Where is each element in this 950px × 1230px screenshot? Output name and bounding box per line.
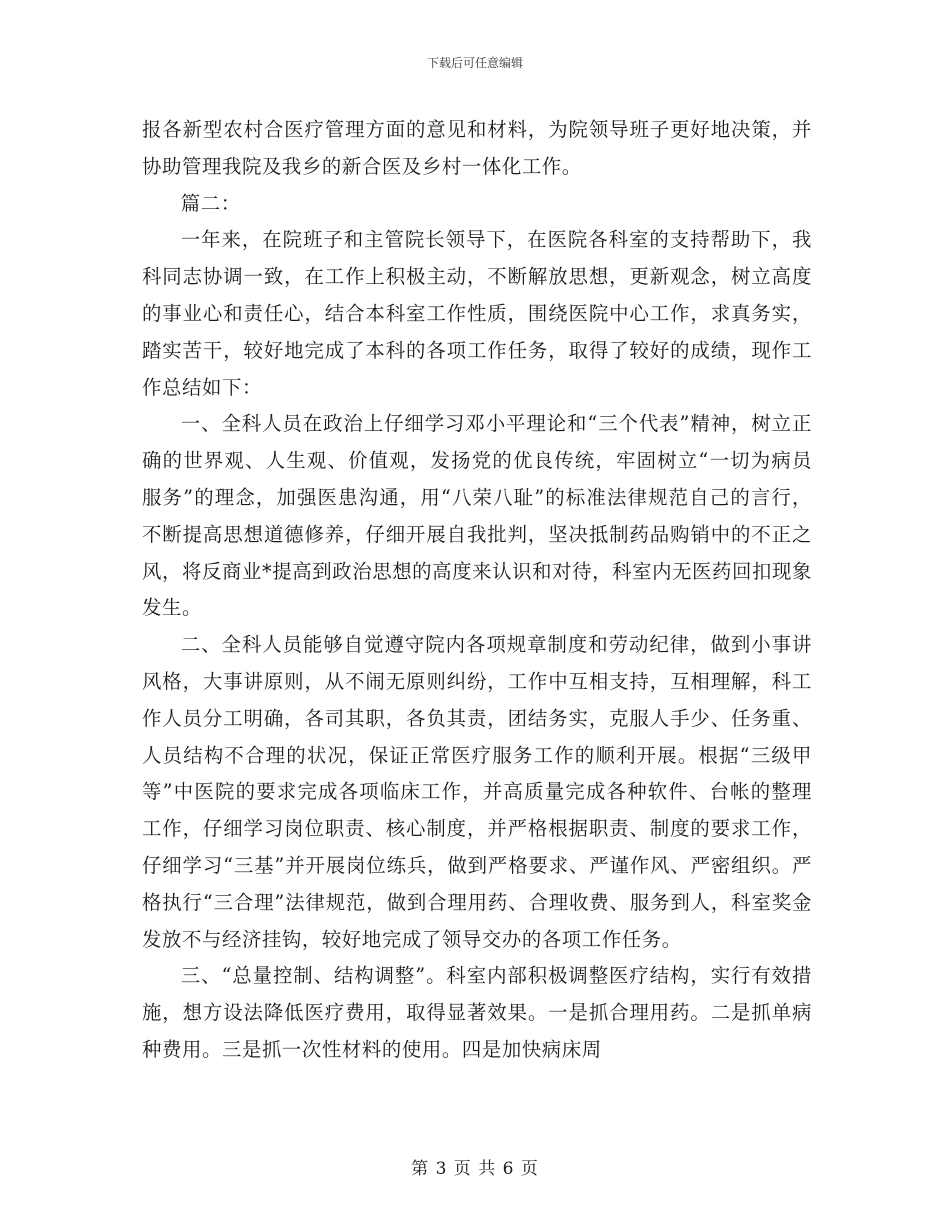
section-heading-part-two: 篇二： [180, 191, 241, 215]
paragraph-intro: 一年来，在院班子和主管院长领导下，在医院各科室的支持帮助下，我科同志协调一致，在工作上积极主动，不断解放思想，更新观念，树立高度的事业心和责任心，结合本科室工作性质，围绕医院中心工作，求真务实，踏实苦干，较好地完成了本科的各项工作任务，取得了较好的成绩，现作工作总结如下： [142, 228, 812, 399]
paragraph-continuation: 报各新型农村合医疗管理方面的意见和材料，为院领导班子更好地决策，并协助管理我院及我乡的新合医及乡村一体化工作。 [142, 118, 812, 178]
document-body [142, 112, 812, 1069]
header-note: 下载后可任意编辑 [426, 56, 523, 70]
page-number-footer: 第 3 页 共 6 页 [411, 1159, 539, 1179]
paragraph-point-two: 二、全科人员能够自觉遵守院内各项规章制度和劳动纪律，做到小事讲风格，大事讲原则，从不闹无原则纠纷，工作中互相支持，互相理解，科工作人员分工明确，各司其职，各负其责，团结务实，克服人手少、任务重、人员结构不合理的状况，保证正常医疗服务工作的顺利开展。根据“三级甲等”中医院的要求完成各项临床工作，并高质量完成各种软件、台帐的整理工作，仔细学习岗位职责、核心制度，并严格根据职责、制度的要求工作，仔细学习“三基”并开展岗位练兵，做到严格要求、严谨作风、严密组织。严格执行“三合理”法律规范，做到合理用药、合理收费、服务到人，科室奖金发放不与经济挂钩，较好地完成了领导交办的各项工作任务。 [142, 633, 812, 951]
paragraph-point-three: 三、“总量控制、结构调整”。科室内部积极调整医疗结构，实行有效措施，想方设法降低医疗费用，取得显著效果。一是抓合理用药。二是抓单病种费用。三是抓一次性材料的使用。四是加快病床周 [142, 964, 812, 1061]
paragraph-point-one: 一、全科人员在政治上仔细学习邓小平理论和“三个代表”精神，树立正确的世界观、人生观、价值观，发扬党的优良传统，牢固树立“一切为病员服务”的理念，加强医患沟通，用“八荣八耻”的标准法律规范自己的言行，不断提高思想道德修养，仔细开展自我批判，坚决抵制药品购销中的不正之风，将反商业*提高到政治思想的高度来认识和对待，科室内无医药回扣现象发生。 [142, 412, 812, 620]
